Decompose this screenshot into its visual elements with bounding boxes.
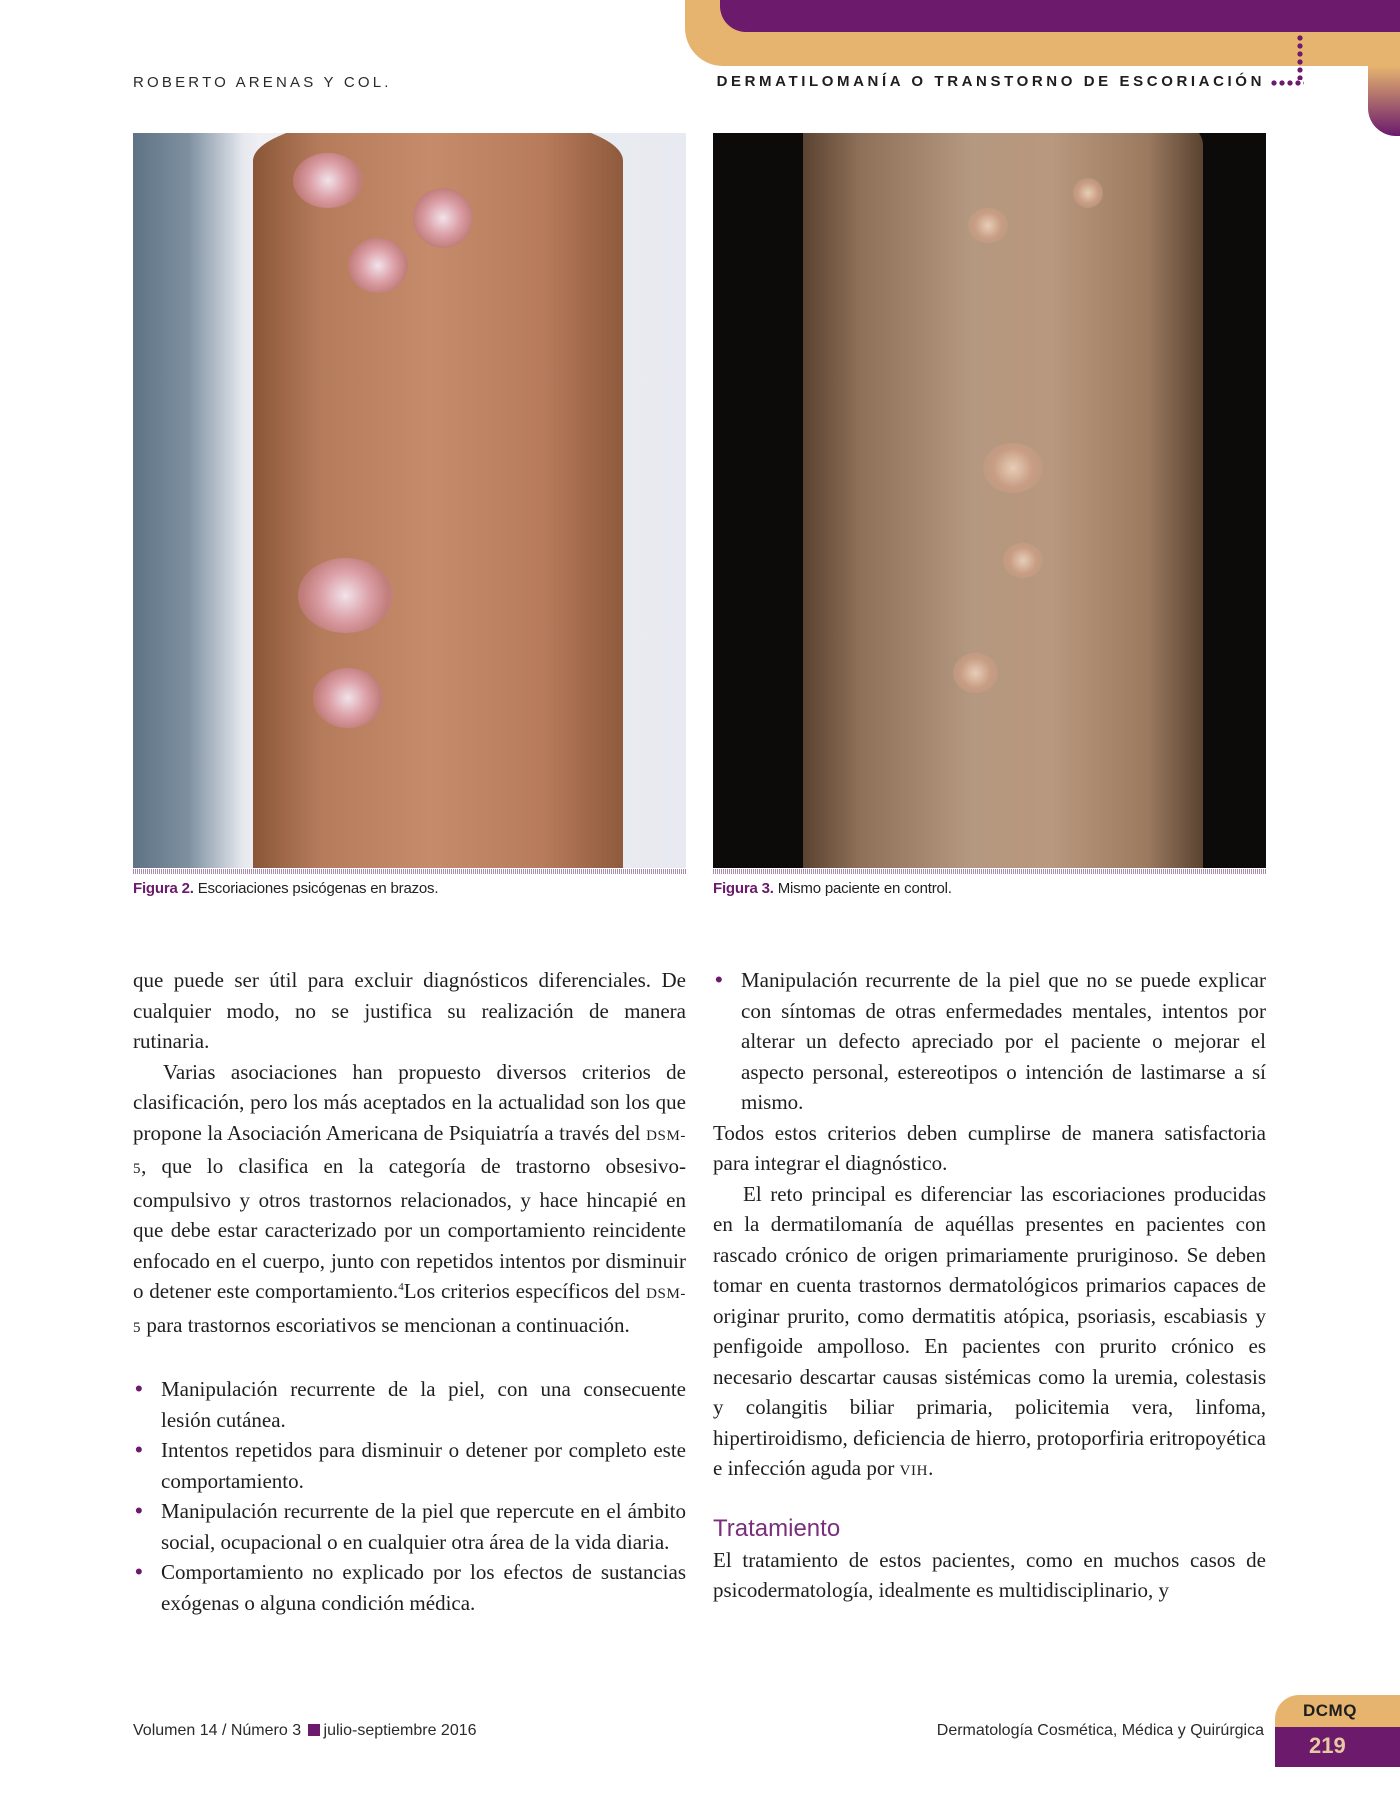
section-heading: Tratamiento <box>713 1514 841 1542</box>
paragraph-text: para trastornos escoriativos se mencionan a continuación. <box>146 1312 630 1337</box>
lesion <box>313 668 383 728</box>
lesion <box>1003 543 1043 578</box>
list-item-text: Intentos repetidos para disminuir o detener por completo este comportamiento. <box>161 1438 686 1493</box>
lesion <box>1073 178 1103 208</box>
running-head-title: DERMATILOMANÍA O TRANSTORNO DE ESCORIACIÓN <box>716 73 1265 90</box>
paragraph-text: Los criterios específicos del <box>403 1279 641 1303</box>
header-decoration-purple <box>720 0 1400 32</box>
dsm-abbrev: DSM-5 <box>133 1286 687 1336</box>
journal-abbrev: DCMQ <box>1303 1701 1357 1720</box>
criteria-list <box>133 1374 686 1618</box>
paragraph-text: . <box>928 1456 934 1480</box>
page-badge <box>1275 1695 1400 1767</box>
footer-journal: Dermatología Cosmética, Médica y Quirúrgica <box>936 1722 1264 1739</box>
figure-2-caption <box>133 880 438 897</box>
list-item <box>133 1374 686 1435</box>
footer-issue <box>133 1722 477 1740</box>
reference-superscript: 4 <box>398 1281 404 1293</box>
criteria-list-continued <box>713 965 1266 1118</box>
lesion <box>983 443 1043 493</box>
figure-3 <box>713 133 1266 868</box>
footer-issue-text: Volumen 14 / Número 3 <box>133 1722 302 1739</box>
figure-3-caption <box>713 880 952 897</box>
dotted-line-horizontal <box>1270 80 1304 86</box>
lesion <box>968 208 1008 243</box>
right-column <box>713 965 1266 1606</box>
list-item-text: Comportamiento no explicado por los efectos de sustancias exógenas o alguna condición médica. <box>161 1560 686 1615</box>
square-icon <box>308 1724 320 1736</box>
figure-3-label: Figura 3. <box>713 880 774 897</box>
bullet-icon: • <box>135 1376 143 1401</box>
page-edge-tab <box>1368 66 1400 136</box>
list-item <box>133 1496 686 1557</box>
list-item-text: Manipulación recurrente de la piel que no se puede explicar con síntomas de otras enfermedades mentales, intentos por alterar un defecto apreciado por el paciente o mejorar el aspecto personal, estereotipos o intención de lastimarse a sí mismo. <box>741 968 1266 1114</box>
figure-3-photo <box>713 133 1266 868</box>
figure-2-photo <box>133 133 686 868</box>
paragraph <box>713 1179 1266 1487</box>
figure-3-rule <box>713 869 1266 874</box>
left-column <box>133 965 686 1618</box>
lesion <box>953 653 998 693</box>
paragraph: Todos estos criterios deben cumplirse de manera satisfactoria para integrar el diagnóstico. <box>713 1120 1266 1175</box>
lesion <box>348 238 408 293</box>
list-item <box>133 1557 686 1618</box>
bullet-icon: • <box>135 1437 143 1462</box>
page-number: 219 <box>1309 1733 1346 1758</box>
list-item <box>133 1435 686 1496</box>
lesion <box>413 188 473 248</box>
figure-2-rule <box>133 869 686 874</box>
dsm-abbrev: DSM-5 <box>133 1127 687 1177</box>
footer-date: julio-septiembre 2016 <box>323 1722 477 1739</box>
dotted-line-vertical <box>1297 34 1303 80</box>
bullet-icon: • <box>715 967 723 992</box>
list-item <box>713 965 1266 1118</box>
figure-3-caption-text: Mismo paciente en control. <box>777 880 952 897</box>
figure-2 <box>133 133 686 868</box>
paragraph-text: El reto principal es diferenciar las escoriaciones producidas en la dermatilomanía de aquéllas presentes en pacientes con rascado crónico de origen primariamente pruriginoso. Se deben tomar en cuenta trastornos dermatológicos primarios capaces de originar prurito, como dermatitis atópica, psoriasis, escabiasis y penfigoide ampolloso. En pacientes con prurito crónico es necesario descartar causas sistémicas como la uremia, colestasis y colangitis biliar primaria, policitemia vera, linfoma, hipertiroidismo, deficiencia de hierro, protoporfiria eritropoyética e infección aguda por <box>713 1181 1266 1480</box>
vih-abbrev: VIH <box>899 1463 929 1479</box>
lesion <box>298 558 393 633</box>
bullet-icon: • <box>135 1559 143 1584</box>
figure-2-caption-text: Escoriaciones psicógenas en brazos. <box>197 880 439 897</box>
paragraph-text: , que lo clasifica en la categoría de trastorno obsesivo-compulsivo y otros trastornos relacionados, y hace hincapié en que debe estar caracterizado por un comportamiento reincidente enfocado en el cuerpo, junto con repetidos intentos por disminuir o detener este comportamiento. <box>133 1154 686 1303</box>
arm-skin <box>803 133 1203 868</box>
paragraph <box>133 1057 686 1344</box>
paragraph-text: Varias asociaciones han propuesto diversos criterios de clasificación, pero los más aceptados en la actualidad son los que propone la Asociación Americana de Psiquiatría a través del <box>133 1059 686 1145</box>
running-head-authors: ROBERTO ARENAS Y COL. <box>133 74 392 91</box>
paragraph: El tratamiento de estos pacientes, como en muchos casos de psicodermatología, idealmente es multidisciplinario, y <box>713 1547 1266 1602</box>
lesion <box>293 153 363 208</box>
list-item-text: Manipulación recurrente de la piel, con una consecuente lesión cutánea. <box>161 1377 686 1432</box>
list-item-text: Manipulación recurrente de la piel que repercute en el ámbito social, ocupacional o en cualquier otra área de la vida diaria. <box>161 1499 686 1554</box>
figure-2-label: Figura 2. <box>133 880 194 897</box>
paragraph: que puede ser útil para excluir diagnósticos diferenciales. De cualquier modo, no se justifica su realización de manera rutinaria. <box>133 968 686 1053</box>
bullet-icon: • <box>135 1498 143 1523</box>
